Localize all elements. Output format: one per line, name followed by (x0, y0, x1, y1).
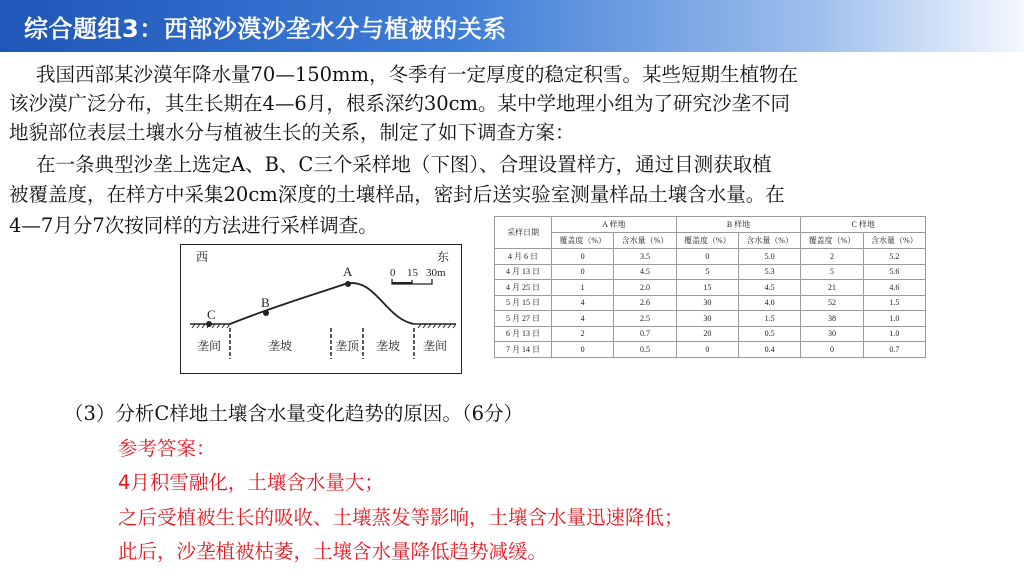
sample-point-a (345, 281, 351, 287)
scale-label-15: 15 (407, 267, 418, 279)
table-cell: 0 (676, 249, 738, 265)
table-cell: 5 (676, 264, 738, 280)
column-group-b: B 样地 (676, 217, 801, 233)
table-cell: 30 (676, 311, 738, 327)
zone-label-slope-west: 垄坡 (268, 339, 293, 353)
table-row (495, 311, 926, 327)
table-cell: 0.5 (614, 342, 676, 358)
table-cell: 5 月 27 日 (495, 311, 552, 327)
column-header-moisture-a: 含水量（%） (614, 233, 676, 249)
table-cell: 1.0 (863, 326, 925, 342)
table-cell: 6 月 13 日 (495, 326, 552, 342)
table-cell: 0 (801, 342, 863, 358)
table-cell: 4 月 25 日 (495, 280, 552, 296)
paragraph-line-6: 4—7月分7次按同样的方法进行采样调查。 (9, 214, 378, 237)
table-cell: 15 (676, 280, 738, 296)
table-cell: 2 (552, 326, 614, 342)
paragraph-line-5: 被覆盖度，在样方中采集20cm深度的土壤样品，密封后送实验室测量样品土壤含水量。在 (9, 183, 785, 206)
point-label-c: C (207, 307, 216, 322)
table-cell: 5 (801, 264, 863, 280)
zone-label-crest: 垄顶 (335, 339, 360, 353)
table-cell: 4.0 (738, 295, 800, 311)
west-label: 西 (196, 250, 209, 264)
table-subheader-row (495, 233, 926, 249)
table-cell: 0.5 (738, 326, 800, 342)
table-cell: 0 (552, 249, 614, 265)
table-row (495, 280, 926, 296)
answer-title: 参考答案： (118, 437, 216, 460)
table-cell: 5.2 (863, 249, 925, 265)
answer-line-3: 此后，沙垄植被枯萎，土壤含水量降低趋势减缓。 (118, 540, 548, 563)
table-cell: 4.5 (614, 264, 676, 280)
table-cell: 4 (552, 295, 614, 311)
slide-title: 综合题组3：西部沙漠沙垄水分与植被的关系 (24, 15, 507, 43)
table-cell: 21 (801, 280, 863, 296)
paragraph-line-2: 该沙漠广泛分布，其生长期在4—6月，根系深约30cm。某中学地理小组为了研究沙垄不同 (9, 92, 791, 115)
column-header-moisture-b: 含水量（%） (738, 233, 800, 249)
table-cell: 0 (552, 264, 614, 280)
column-group-c: C 样地 (801, 217, 926, 233)
east-label: 东 (437, 250, 450, 264)
table-cell: 0 (552, 342, 614, 358)
table-row (495, 326, 926, 342)
table-row (495, 264, 926, 280)
table-cell: 5.6 (863, 264, 925, 280)
table-cell: 4 月 6 日 (495, 249, 552, 265)
point-label-a: A (343, 264, 353, 279)
table-cell: 20 (676, 326, 738, 342)
table-cell: 1.0 (863, 311, 925, 327)
answer-line-1: 4月积雪融化，土壤含水量大； (118, 471, 384, 494)
survey-data-table (494, 216, 926, 358)
scale-bar-fill (392, 282, 412, 285)
table-cell: 30 (676, 295, 738, 311)
table-cell: 4 (552, 311, 614, 327)
table-cell: 2.5 (614, 311, 676, 327)
table-row (495, 342, 926, 358)
table-header-row (495, 217, 926, 233)
table-cell: 0.4 (738, 342, 800, 358)
table-cell: 1 (552, 280, 614, 296)
table-cell: 5.3 (738, 264, 800, 280)
column-header-cover-b: 覆盖度（%） (676, 233, 738, 249)
table-cell: 1.5 (863, 295, 925, 311)
zone-label-interdune-east: 垄间 (423, 339, 448, 353)
table-cell: 30 (801, 326, 863, 342)
sample-point-b (263, 310, 269, 316)
table-cell: 7 月 14 日 (495, 342, 552, 358)
table-cell: 4.6 (863, 280, 925, 296)
table-cell: 5.0 (738, 249, 800, 265)
table-cell: 52 (801, 295, 863, 311)
zone-label-interdune-west: 垄间 (197, 339, 222, 353)
table-cell: 0 (676, 342, 738, 358)
table-cell: 1.5 (738, 311, 800, 327)
point-label-b: B (261, 295, 270, 310)
column-group-a: A 样地 (552, 217, 677, 233)
scale-label-0: 0 (390, 267, 396, 279)
table-cell: 0.7 (863, 342, 925, 358)
table-cell: 2.6 (614, 295, 676, 311)
title-banner (0, 0, 1024, 52)
table-cell: 38 (801, 311, 863, 327)
column-header-cover-c: 覆盖度（%） (801, 233, 863, 249)
table-cell: 4 月 13 日 (495, 264, 552, 280)
table-row (495, 249, 926, 265)
scale-label-30m: 30m (426, 267, 446, 279)
question-text: （3）分析C样地土壤含水量变化趋势的原因。（6分） (64, 402, 523, 425)
column-header-cover-a: 覆盖度（%） (552, 233, 614, 249)
answer-line-2: 之后受植被生长的吸收、土壤蒸发等影响，土壤含水量迅速降低； (118, 506, 684, 529)
table-cell: 0.7 (614, 326, 676, 342)
paragraph-line-4: 在一条典型沙垄上选定A、B、C三个采样地（下图）、合理设置样方，通过目测获取植 (36, 153, 772, 176)
zone-label-slope-east: 垄坡 (376, 339, 401, 353)
column-header-date: 采样日期 (495, 217, 552, 249)
table-row (495, 295, 926, 311)
table-cell: 2 (801, 249, 863, 265)
table-cell: 4.5 (738, 280, 800, 296)
paragraph-line-1: 我国西部某沙漠年降水量70—150mm，冬季有一定厚度的稳定积雪。某些短期生植物在 (36, 63, 799, 86)
table-cell: 2.0 (614, 280, 676, 296)
table-cell: 3.5 (614, 249, 676, 265)
column-header-moisture-c: 含水量（%） (863, 233, 925, 249)
table-cell: 5 月 15 日 (495, 295, 552, 311)
diagram-frame (181, 245, 462, 374)
sand-ridge-profile-diagram (180, 244, 462, 374)
paragraph-line-3: 地貌部位表层土壤水分与植被生长的关系，制定了如下调查方案： (9, 121, 575, 144)
